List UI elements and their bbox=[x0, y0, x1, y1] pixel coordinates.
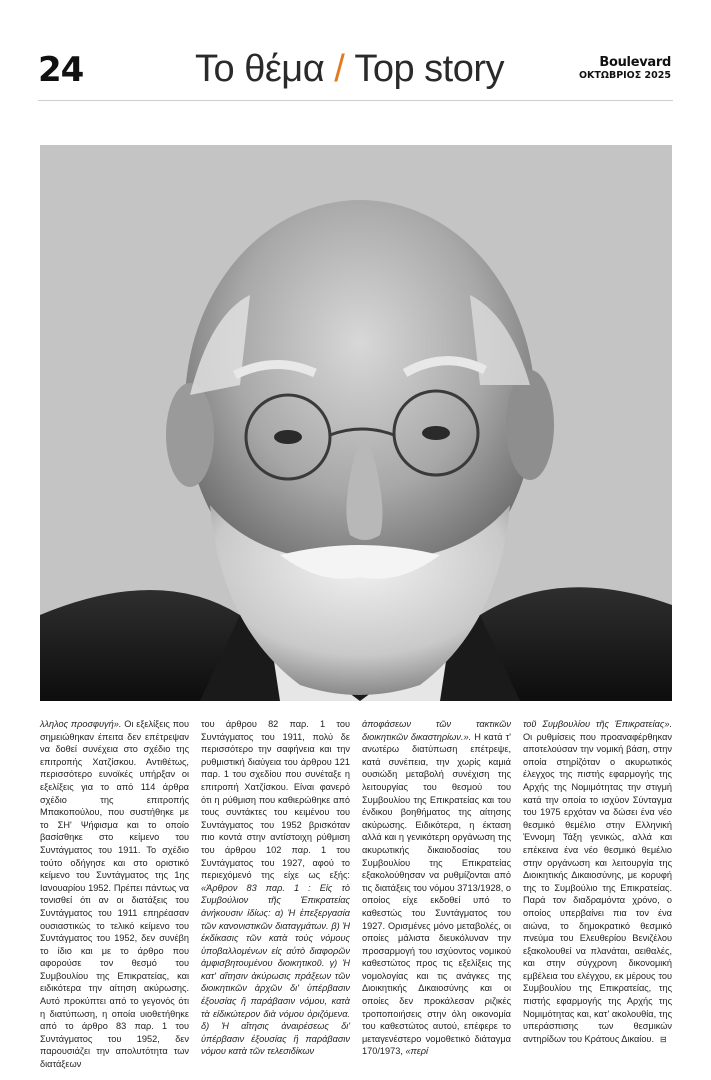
text-run: Η κατά τ' ανωτέρω διατύπωση επέτρεψε, κατά συνέπεια, την χωρίς καμιά ουσιώδη μεταβολή συνέχιση της λειτουργίας του θεσμού του Συμβουλίου της Επικρατείας και του ένδικου βοηθήματος της αίτησης ακύρωσης. Ειδικότερα, η έκταση αλλά και η γενικότερη οργάνωση της ακυρωτικής δικαιοδοσίας του Συμβουλίου της Επικρατείας εξακολούθησαν να ρυθμίζονται από τις διατάξεις του νόμου 3713/1928, ο οποίος είχε εκδοθεί υπό το καθεστώς του Συντάγματος του 1927. Ορισμένες μόνο μεταβολές, οι οποίες μάλιστα διευκόλυναν την προσαρμογή του ισχύοντος νομικού καθεστώτος προς τις εξελίξεις της νομολογίας και τις ανάγκες της Διοικητικής Δικαιοσύνης και οι οποίες δεν προκάλεσαν ριζικές τροποποιήσεις στην όλη οικονομία του καθεστώτος αυτού, επέφερε το μεταγενέστερο νομοθετικό διάταγμα 170/1973, bbox=[362, 731, 512, 1057]
text-run: «περί bbox=[405, 1046, 429, 1057]
section-separator: / bbox=[334, 48, 345, 90]
text-run: τοῦ Συμβουλίου τῆς Ἐπικρατείας». bbox=[523, 719, 672, 729]
text-run: Οι εξελίξεις που σημειώθηκαν έπειτα δεν επέτρεψαν να δοθεί συνέχεια στο σχέδιο της επιτροπής Χατζίσκου. Αντιθέτως, περισσότερο ευνοϊκές υπήρξαν οι εξελίξεις για το από 114 άρθρα σχέδιο της επιτροπής Μπακοπούλου, που συστήθηκε με το ΣΗ' Ψήφισμα και το οποίο βασίσθηκε στο κείμενο του Συντάγματος του 1911. Το σχέδιο τούτο οδήγησε και στο οριστικό κείμενο του Συντάγματος της 1ης Ιανουαρίου 1952. Πρέπει πάντως να τονισθεί ότι αν οι διατάξεις του Συντάγματος του 1911 επηρέασαν ουσιαστικώς το τελικό κείμενο του Συντάγματος του 1952, δεν συνέβη το ίδιο και με το άρθρο που αφορούσε τον θεσμό του Συμβουλίου της Επικρατείας, και ειδικότερα την αίτηση ακύρωσης. Αυτό προκύπτει από το γεγονός ότι η διατύπωση, η οποία υιοθετήθηκε από το άρθρο 83 παρ. 1 του Συντάγματος του 1952, δεν παρουσιάζει την απολυτότητα των διατάξεων bbox=[40, 719, 189, 1070]
article-column-1 bbox=[40, 718, 189, 1070]
text-run: «Άρθρον 83 παρ. 1 : Εἰς τὸ Συμβούλιον τῆς Ἐπικρατείας ἀνήκουσιν ἰδίως: α) Ἡ ἐπεξεργασία τῶν κανονιστικῶν διαταγμάτων. β) Ἡ ἐκδίκασις τῶν κατὰ τοὺς νόμους ὑποβαλλομένων εἰς αὐτὸ διαφορῶν ἀμφισβητουμένου διοικητικοῦ. γ) Ἡ κατ' αἴτησιν ἀκύρωσις πράξεων τῶν διοικητικῶν ἀρχῶν δι' ὑπέρβασιν ἐξουσίας ἢ παράβασιν νόμου, κατὰ τὰ εἰδικώτερον διὰ νόμου ὁριζόμενα. δ) Ἡ αἴτησις ἀναιρέσεως δι' ὑπέρβασιν ἐξουσίας ἢ παράβασιν νόμου κατὰ τῶν τελεσιδίκων bbox=[201, 882, 350, 1057]
text-run: του άρθρου 82 παρ. 1 του Συντάγματος του 1911, πολύ δε περισσότερο την σαφήνεια και την ρυθμιστική διαύγεια του άρθρου 121 παρ. 1 του σχεδίου που συνέταξε η επιτροπή Χατζίσκου. Είναι φανερό ότι η ρύθμιση που καθιερώθηκε από τους συντάκτες του κειμένου του Συντάγματος του 1952 βρισκόταν πιο κοντά στην αντίστοιχη ρύθμιση του άρθρου 102 παρ. 1 του Συντάγματος του 1927, αφού το περιεχόμενό της είχε ως εξής: bbox=[201, 719, 350, 881]
article-column-3 bbox=[362, 718, 511, 1056]
brand-name: Boulevard bbox=[599, 55, 671, 70]
masthead bbox=[579, 56, 671, 82]
text-run: λληλος προσφυγή». bbox=[40, 719, 122, 729]
article-body bbox=[40, 718, 672, 1070]
text-run: ἀποφάσεων τῶν τακτικῶν διοικητικῶν δικαστηρίων.». bbox=[362, 719, 511, 742]
portrait-photo bbox=[40, 145, 672, 701]
article-column-4 bbox=[523, 718, 672, 1056]
section-title bbox=[195, 48, 504, 91]
end-of-article-icon: ⊟ bbox=[660, 1034, 667, 1044]
portrait-illustration bbox=[40, 145, 672, 701]
section-title-english: Top story bbox=[354, 48, 505, 90]
issue-date: ΟΚΤΩΒΡΙΟΣ 2025 bbox=[578, 70, 671, 81]
article-column-2 bbox=[201, 718, 350, 1056]
page-number: 24 bbox=[38, 50, 84, 90]
text-run: Οι ρυθμίσεις που προαναφέρθηκαν αποτελούσαν την νομική βάση, στην οποία στηρίζόταν ο ακυρωτικός έλεγχος της πιστής εφαρμογής της Αρχής της Νομιμότητας την στιγμή κατά την οποία το ισχύον Σύνταγμα του 1975 ερχόταν να δώσει ένα νέο θεσμικό θεμέλιο στην Ελληνική Έννομη Τάξη γενικώς, αλλά και επέκεινα ένα νέο θεσμικό θεμέλιο στην οργάνωση και λειτουργία της Διοικητικής Δικαιοσύνης, με κορυφή της το Συμβούλιο της Επικρατείας. Παρά τον διαδραμόντα χρόνο, ο οποίος υπερβαίνει πια τον ένα αιώνα, το δημοκρατικό θεσμικό πνεύμα του Ελευθερίου Βενιζέλου εξακολουθεί να πλανάται, αειθαλές, και στην σύγχρονη δικονομική εμβέλεια του ελέγχου, εκ μέρους του Συμβουλίου της Επικρατείας, της πιστής εφαρμογής της Αρχής της Νομιμότητας και, κατ' ακολουθία, της υπεράσπισης των θεσμικών αντηρίδων του Κράτους Δικαίου. bbox=[523, 731, 672, 1044]
header-rule bbox=[38, 100, 673, 101]
section-title-greek: Το θέμα bbox=[195, 48, 325, 90]
